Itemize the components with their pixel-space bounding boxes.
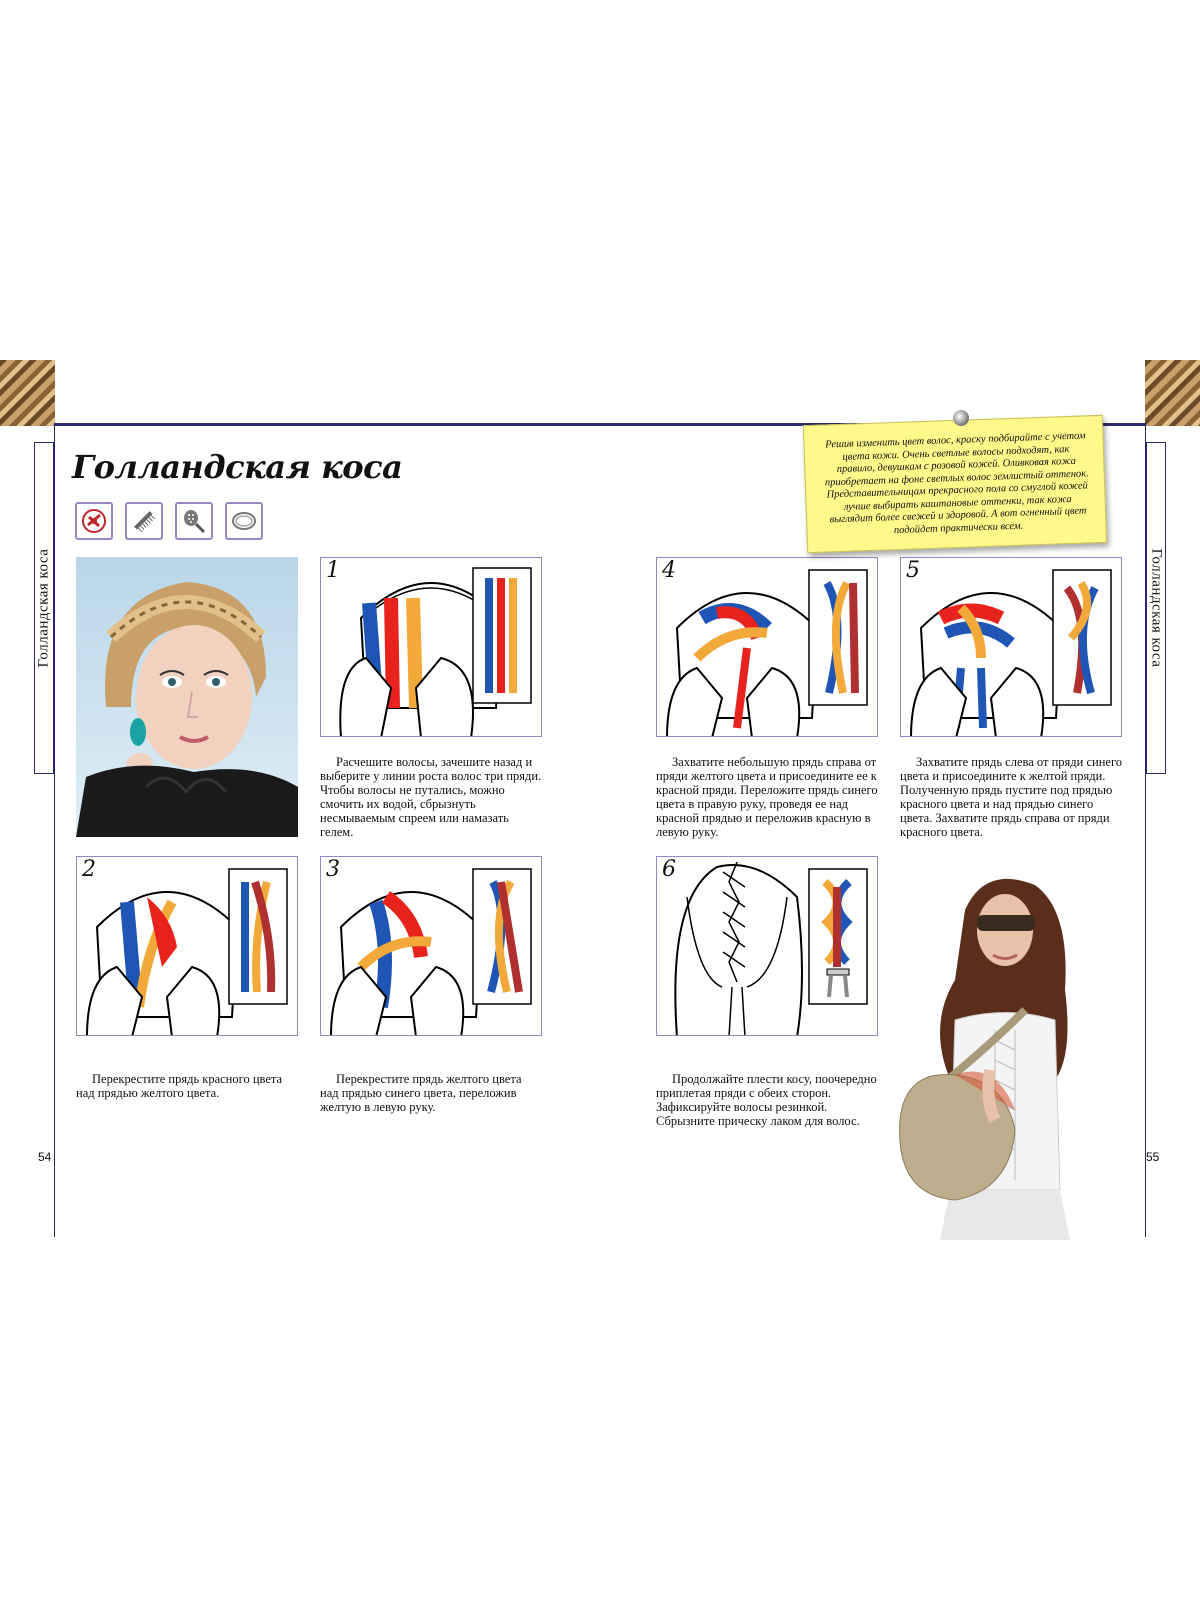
step-6-illustration: 6 bbox=[656, 856, 878, 1036]
page-number-right: 55 bbox=[1146, 1150, 1160, 1164]
step-2-illustration: 2 bbox=[76, 856, 298, 1036]
comb-icon bbox=[125, 502, 163, 540]
girl-with-bag-photo bbox=[895, 870, 1125, 1240]
clip-icon bbox=[75, 502, 113, 540]
step-4-caption: Захватите небольшую прядь справа от пряди желтого цвета и присоедините ее к красной пряди. Переложите прядь синего цвета в правую руку, проведя ее над красной прядью и переложив красную в левую руку. bbox=[656, 755, 878, 839]
side-tab-left: Голландская коса bbox=[34, 442, 54, 774]
step-1-caption: Расчешите волосы, зачешите назад и выберите у линии роста волос три пряди. Чтобы волосы не путались, можно смочить их водой, сбрызнуть несмываемым спреем или намазать гелем. bbox=[320, 755, 542, 839]
step-3-caption: Перекрестите прядь желтого цвета над прядью синего цвета, переложив желтую в левую руку. bbox=[320, 1072, 522, 1114]
left-margin-line bbox=[54, 423, 55, 1237]
book-spread bbox=[0, 360, 1200, 1240]
step-6-caption: Продолжайте плести косу, поочередно приплетая пряди с обеих сторон. Зафиксируйте волосы резинкой. Сбрызните прическу лаком для волос. bbox=[656, 1072, 877, 1128]
step-1-illustration: 1 bbox=[320, 557, 542, 737]
step-5-caption: Захватите прядь слева от пряди синего цвета и присоедините к желтой пряди. Полученную прядь пустите под прядью красного цвета и над прядью синего цвета. Захватите прядь справа от пряди красного цвета. bbox=[900, 755, 1123, 839]
tools-row bbox=[75, 502, 263, 540]
step-3-illustration: 3 bbox=[320, 856, 542, 1036]
step-2-caption: Перекрестите прядь красного цвета над прядью желтого цвета. bbox=[76, 1072, 283, 1100]
hair-tie-icon bbox=[225, 502, 263, 540]
pin-icon bbox=[953, 410, 969, 426]
woman-braid-photo bbox=[76, 557, 298, 837]
step-4-illustration: 4 bbox=[656, 557, 878, 737]
step-5-illustration: 5 bbox=[900, 557, 1122, 737]
brush-icon bbox=[175, 502, 213, 540]
page-title: Голландская коса bbox=[72, 448, 403, 486]
braid-corner-left bbox=[0, 360, 55, 426]
tip-note: Решив изменить цвет волос, краску подбирайте с учетом цвета кожи. Очень светлые волосы подходят, как правило, девушкам с розовой кожей. Оливковая кожа приобретает на фоне светлых волос землистый оттенок. Представительницам прекрасного пола со смуглой кожей лучше выбирать каштановые оттенки, так кожа выглядит более свежей и здоровой. А вот огненный цвет подойдет практически всем. bbox=[803, 415, 1107, 553]
braid-corner-right bbox=[1145, 360, 1200, 426]
side-tab-right: Голландская коса bbox=[1146, 442, 1166, 774]
page-number-left: 54 bbox=[38, 1150, 52, 1164]
